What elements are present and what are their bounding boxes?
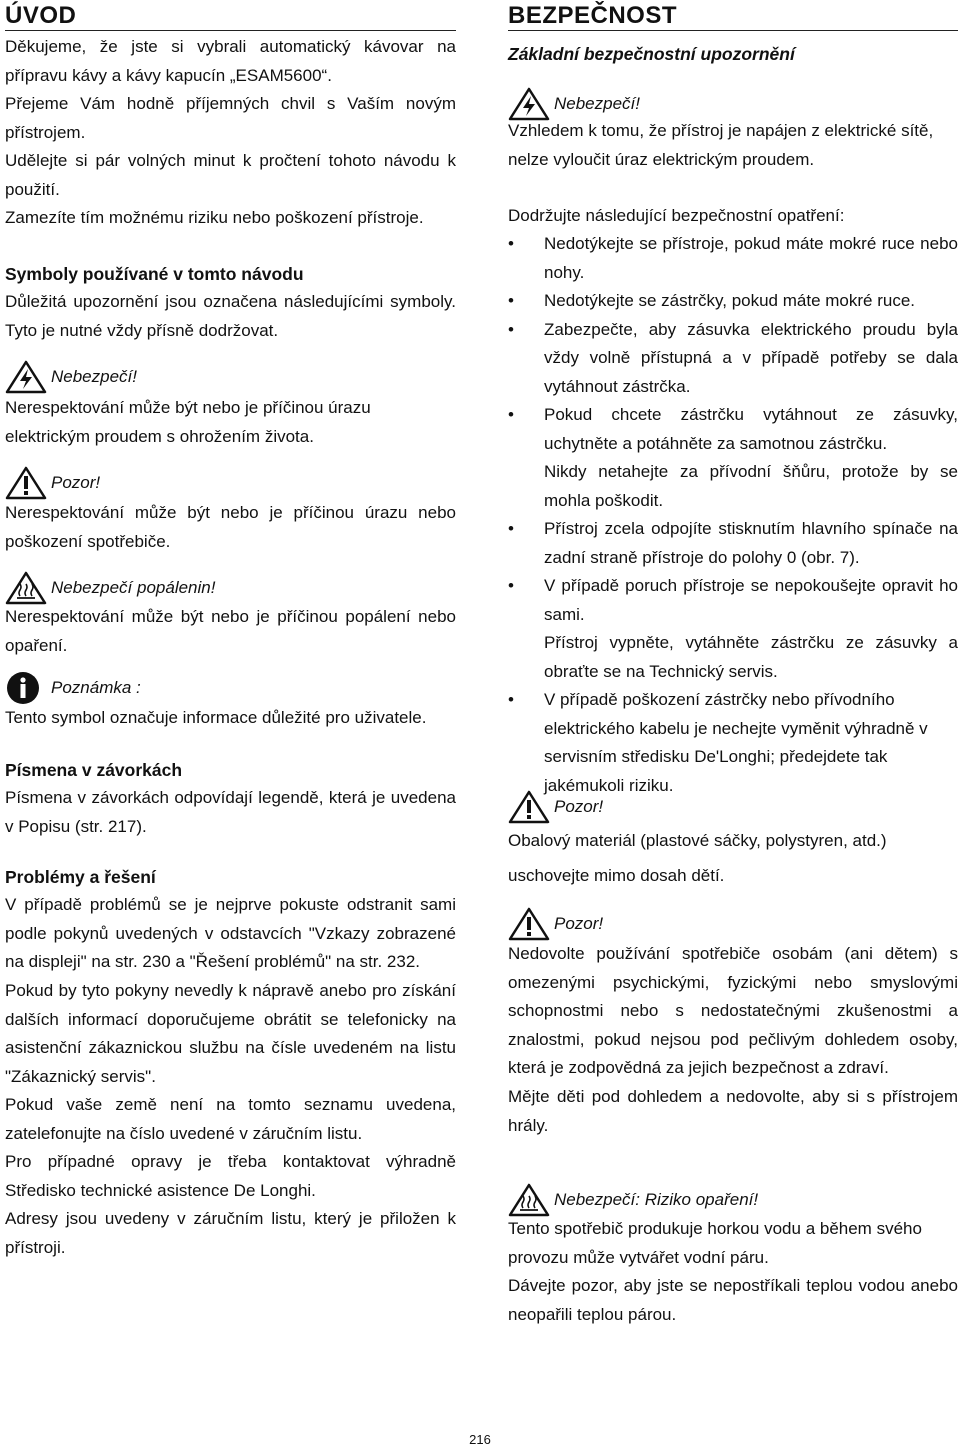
safety-subtitle: Základní bezpečnostní upozornění bbox=[508, 44, 795, 64]
problems-heading: Problémy a řešení bbox=[5, 867, 156, 887]
pozor1-text: Obalový materiál (plastové sáčky, polystyren, atd.) uschovejte mimo dosah dětí. bbox=[508, 831, 887, 885]
safety-bullet-6: • V případě poruch přístroje se nepokoušejte opravit ho sami. Přístroj vypněte, vytáhněte zástrčku ze zásuvky a obraťte se na Technický servis. bbox=[508, 572, 958, 686]
burn-hazard-icon bbox=[5, 571, 47, 605]
pozor1-label: Pozor! bbox=[554, 797, 604, 816]
electric-danger-icon bbox=[508, 87, 550, 121]
safety-bullet-5: • Přístroj zcela odpojíte stisknutím hlavního spínače na zadní straně přístroje do polohy 0 (obr. 7). bbox=[508, 515, 958, 572]
symbol-warning-row bbox=[5, 466, 100, 500]
safety-danger-text: Vzhledem k tomu, že přístroj je napájen z elektrické sítě, nelze vyloučit úraz elektrickým proudem. bbox=[508, 121, 934, 169]
problems-paragraph-3: Pokud vaše země není na tomto seznamu uvedena, zatelefonujte na číslo uvedené v záručním listu. bbox=[5, 1095, 456, 1143]
warning-icon bbox=[5, 466, 47, 500]
scald-text-2: Dávejte pozor, aby jste se nepostříkali teplou vodou anebo neopařili teplou párou. bbox=[508, 1276, 958, 1324]
safety-bullet-4-extra: Nikdy netahejte za přívodní šňůru, protože by se mohla poškodit. bbox=[544, 462, 958, 510]
safety-danger-row bbox=[508, 87, 640, 121]
symbol-danger-label: Nebezpečí! bbox=[51, 367, 137, 386]
symbol-info-text: Tento symbol označuje informace důležité pro uživatele. bbox=[5, 708, 427, 727]
symbol-info-label: Poznámka : bbox=[51, 678, 141, 697]
warning-icon bbox=[508, 790, 550, 824]
intro-paragraph-3: Udělejte si pár volných minut k pročtení tohoto návodu k použití. bbox=[5, 151, 456, 199]
symbol-burn-label: Nebezpečí popálenin! bbox=[51, 578, 216, 597]
intro-paragraph-4: Zamezíte tím možnému riziku nebo poškození přístroje. bbox=[5, 208, 424, 227]
safety-bullet-6-extra: Přístroj vypněte, vytáhněte zástrčku ze zásuvky a obraťte se na Technický servis. bbox=[544, 633, 958, 681]
intro-paragraph-2: Přejeme Vám hodně příjemných chvil s Vaším novým přístrojem. bbox=[5, 94, 456, 142]
children-text: Mějte děti pod dohledem a nedovolte, aby si s přístrojem hrály. bbox=[508, 1087, 958, 1135]
page-number: 216 bbox=[469, 1432, 491, 1447]
warning-icon bbox=[508, 907, 550, 941]
problems-paragraph-5: Adresy jsou uvedeny v záručním listu, který je přiložen k přístroji. bbox=[5, 1209, 456, 1257]
letters-heading: Písmena v závorkách bbox=[5, 760, 183, 780]
pozor2-text: Nedovolte používání spotřebiče osobám (ani dětem) s omezenými psychickými, fyzickými nebo smyslovými schopnostmi nebo s nedostatečnými zkušenostmi a znalostmi, pokud nejsou pod pečlivým dohledem osoby, která je zodpovědná za jejich bezpečnost a zdraví. bbox=[508, 944, 958, 1077]
burn-hazard-icon bbox=[508, 1183, 550, 1217]
title-rule bbox=[5, 30, 456, 31]
symbol-burn-text: Nerespektování může být nebo je příčinou popálení nebo opaření. bbox=[5, 607, 456, 655]
safety-bullet-1: • Nedotýkejte se přístroje, pokud máte mokré ruce nebo nohy. bbox=[508, 230, 958, 287]
symbols-heading: Symboly používané v tomto návodu bbox=[5, 264, 304, 284]
electric-danger-icon bbox=[5, 360, 47, 394]
symbol-danger-text: Nerespektování může být nebo je příčinou úrazu elektrickým proudem s ohrožením života. bbox=[5, 398, 371, 446]
measures-intro: Dodržujte následující bezpečnostní opatření: bbox=[508, 206, 845, 225]
safety-bullet-3: • Zabezpečte, aby zásuvka elektrického proudu byla vždy volně přístupná a v případě potřeby se dala vytáhnout zástrčka. bbox=[508, 316, 958, 402]
intro-paragraph-1: Děkujeme, že jste si vybrali automatický kávovar na přípravu kávy a kávy kapucín „ESAM5600“. bbox=[5, 37, 456, 85]
safety-danger-label: Nebezpečí! bbox=[554, 94, 640, 113]
symbol-info-row bbox=[5, 671, 141, 705]
scald-text-1: Tento spotřebič produkuje horkou vodu a během svého provozu může vytvářet vodní páru. bbox=[508, 1219, 922, 1267]
pozor2-row bbox=[508, 907, 603, 941]
section-title-bezpecnost: BEZPEČNOST bbox=[508, 2, 678, 29]
scald-label: Nebezpečí: Riziko opaření! bbox=[554, 1190, 759, 1209]
symbol-warning-text: Nerespektování může být nebo je příčinou úrazu nebo poškození spotřebiče. bbox=[5, 503, 456, 551]
scald-row bbox=[508, 1183, 758, 1217]
symbol-burn-row bbox=[5, 571, 215, 605]
safety-bullet-2: • Nedotýkejte se zástrčky, pokud máte mokré ruce. bbox=[508, 287, 958, 316]
safety-bullet-7: • V případě poškození zástrčky nebo přívodního elektrického kabelu je nechejte vyměnit výhradně v servisním středisku De'Longhi; předejdete tak jakémukoli riziku. bbox=[508, 686, 958, 800]
problems-paragraph-4: Pro případné opravy je třeba kontaktovat výhradně Středisko technické asistence De Longhi. bbox=[5, 1152, 456, 1200]
problems-paragraph-1: V případě problémů se je nejprve pokuste odstranit sami podle pokynů uvedených v odstavcích "Vzkazy zobrazené na displeji" na str. 230 a "Řešení problémů" na str. 232. bbox=[5, 895, 456, 971]
safety-bullet-list bbox=[508, 230, 958, 800]
info-icon bbox=[5, 671, 47, 705]
title-rule-right bbox=[508, 30, 958, 31]
pozor2-label: Pozor! bbox=[554, 914, 604, 933]
safety-bullet-4: • Pokud chcete zástrčku vytáhnout ze zásuvky, uchytněte a potáhněte za samotnou zástrčku. Nikdy netahejte za přívodní šňůru, protože by se mohla poškodit. bbox=[508, 401, 958, 515]
pozor1-row bbox=[508, 790, 603, 824]
symbol-danger-row bbox=[5, 360, 137, 394]
problems-paragraph-2: Pokud by tyto pokyny nevedly k nápravě anebo pro získání dalších informací doporučujeme obrátit se telefonicky na asistenční zákaznickou službu na čísle uvedeném na listu "Zákaznický servis". bbox=[5, 981, 456, 1086]
symbols-intro: Důležitá upozornění jsou označena následujícími symboly. Tyto je nutné vždy přísně dodržovat. bbox=[5, 292, 456, 340]
symbol-warning-label: Pozor! bbox=[51, 473, 101, 492]
section-title-uvod: ÚVOD bbox=[5, 2, 77, 29]
letters-text: Písmena v závorkách odpovídají legendě, která je uvedena v Popisu (str. 217). bbox=[5, 788, 456, 836]
